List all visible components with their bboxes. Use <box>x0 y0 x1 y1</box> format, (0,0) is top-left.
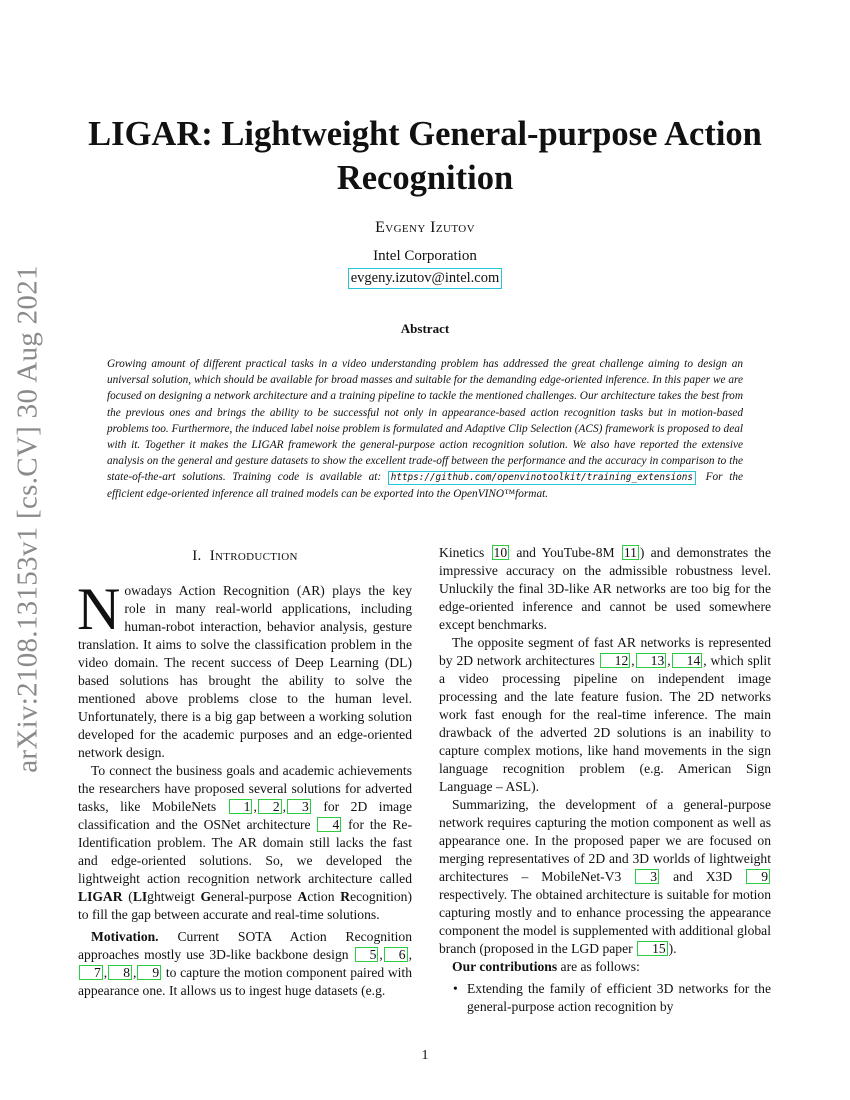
contribution-bullet: • Extending the family of efficient 3D networks for the general-purpose action recognition by <box>453 981 771 1014</box>
section-heading: I. Introduction <box>192 548 298 564</box>
left-column <box>78 544 412 1000</box>
code-url-link[interactable]: https://github.com/openvinotoolkit/training_extensions <box>388 471 696 485</box>
email-link[interactable]: evgeny.izutov@intel.com <box>348 268 503 289</box>
drop-cap: N <box>77 576 121 642</box>
paper-title: LIGAR: Lightweight General-purpose Action Recognition <box>88 115 762 197</box>
citation-link[interactable]: 1 <box>229 799 253 814</box>
page-number: 1 <box>421 1048 429 1063</box>
citation-link[interactable]: 8 <box>108 965 132 980</box>
citation-link[interactable]: 11 <box>623 545 637 560</box>
affiliation: Intel Corporation <box>373 248 477 264</box>
right-column <box>439 544 771 1016</box>
intro-paragraph-5: The opposite segment of fast AR networks is represented by 2D network architectures 12 , 13 , 14 , which split a video processing pipeline on independent image processing and the late feature fusion. The 2D networks work fast enough for the real-time inference. The main drawback of the adverted 2D solutions is an inability to capture complex motions, like hand movements in the sign language recognition problem (e.g. American Sign Language – ASL). <box>439 635 771 794</box>
citation-link[interactable]: 13 <box>636 653 667 668</box>
citation-link[interactable]: 7 <box>79 965 103 980</box>
citation-link[interactable]: 4 <box>317 817 341 832</box>
abstract-heading: Abstract <box>400 321 450 336</box>
citation-link[interactable]: 6 <box>384 947 408 962</box>
citation-link[interactable]: 14 <box>672 653 703 668</box>
abstract-text: Growing amount of different practical tasks in a video understanding problem has addressed the great challenge aiming to design an universal solution, which should be available for broad masses and suitable for the demanding edge-oriented inference. In this paper we are focused on designing a network architecture and a training pipeline to tackle the mentioned challenges. Our architecture takes the best from the previous ones and brings the ability to be successful not only in appearance-based action recognition tasks but in motion-based problems too. Furthermore, the induced label noise problem is formulated and Adaptive Clip Selection (ACS) framework is proposed to deal with it. Together it makes the LIGAR framework the general-purpose action recognition solution. We also have reported the extensive analysis on the general and gesture datasets to show the excellent trade-off between the performance and the accuracy in comparison to the state-of-the-art solutions. Training code is available at: <box>107 358 743 484</box>
intro-paragraph-2: To connect the business goals and academic achievements the researchers have proposed several solutions for adverted tasks, like MobileNets 1 , 2 , 3 for 2D image classification and the OSNet architecture 4 for the Re-Identification problem. The AR domain still lacks the fast and edge-oriented solutions. So, we developed the lightweight action recognition network architecture called LIGAR (LIghtweigt General-purpose Action Recognition) to fill the gap between accurate and real-time solutions. <box>78 763 413 922</box>
citation-link[interactable]: 15 <box>637 941 668 956</box>
citation-link[interactable]: 12 <box>600 653 631 668</box>
citation-link[interactable]: 10 <box>493 545 508 560</box>
citation-link[interactable]: 3 <box>287 799 311 814</box>
citation-link[interactable]: 5 <box>355 947 379 962</box>
motivation-label: Motivation. <box>91 929 159 944</box>
abstract <box>107 356 743 502</box>
abstract-tail: For the efficient edge-oriented inference all trained models can be exported into the OpenVINO™format. <box>107 471 743 500</box>
citation-link[interactable]: 2 <box>258 799 282 814</box>
contributions-intro: Our contributions are as follows: <box>452 959 640 974</box>
citation-link[interactable]: 9 <box>137 965 161 980</box>
citation-link[interactable]: 3 <box>635 869 659 884</box>
citation-link[interactable]: 9 <box>746 869 770 884</box>
intro-paragraph-1: Nowadays Action Recognition (AR) plays the key role in many real-world applications, including human-robot interaction, behavior analysis, gesture translation. It aims to solve the classification problem in the video domain. The recent success of Deep Learning (DL) based solutions has brought the ability to solve the mentioned above problems close to the human level. Unfortunately, there is a big gap between a working solution developed for the academic purposes and an edge-oriented network design. <box>77 576 412 760</box>
intro-paragraph-4: Kinetics 10 and YouTube-8M 11 ) and demonstrates the impressive accuracy on the admissible robustness level. Unluckily the final 3D-like AR networks are too big for the edge-oriented inference and cannot be used somewhere except benchmarks. <box>439 545 772 632</box>
intro-paragraph-6: Summarizing, the development of a general-purpose network requires capturing the motion component as well as appearance one. In the proposed paper we are focused on merging representatives of 2D and 3D worlds of lightweight architectures – MobileNet-V3 3 and X3D 9 respectively. The obtained architecture is suitable for motion capturing mostly and to enhance processing the appearance component the model is supplemented with additional global branch (proposed in the LGD paper 15 ). <box>439 797 771 956</box>
bullet-icon: • <box>453 981 458 996</box>
intro-paragraph-3: Motivation. Current SOTA Action Recognition approaches mostly use 3D-like backbone design 5 , 6 ,7 , 8 , 9 to capture the motion component paired with appearance one. It allows us to ingest huge datasets (e.g. <box>78 929 413 998</box>
author-name: Evgeny Izutov <box>375 219 475 236</box>
arxiv-stamp: arXiv:2108.13153v1 [cs.CV] 30 Aug 2021 <box>11 264 44 773</box>
